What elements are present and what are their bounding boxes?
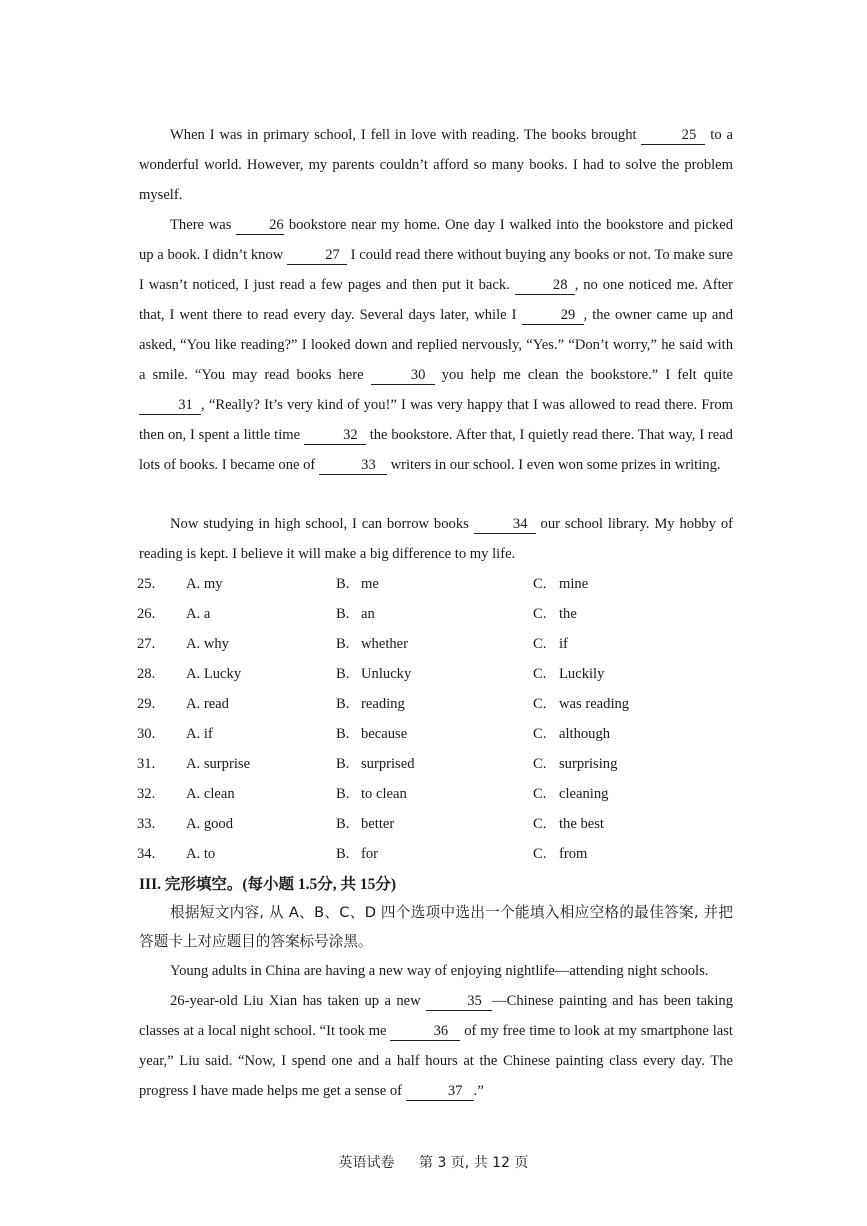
- footer-page-number: 第 3 页, 共 12 页: [419, 1155, 529, 1171]
- blank-29: 29: [522, 306, 584, 325]
- blank-28: 28: [515, 276, 575, 295]
- blank-25: 25: [641, 126, 705, 145]
- page-footer: [0, 1152, 867, 1172]
- option-row-26: 26. A. a B. an C. the: [137, 606, 577, 622]
- section-instruction: 根据短文内容, 从 A、B、C、D 四个选项中选出一个能填入相应空格的最佳答案, 并把答题卡上对应题目的答案标号涂黑。: [139, 904, 733, 950]
- blank-35: 35: [426, 992, 492, 1011]
- option-row-31: 31. A. surprise B. surprised C. surprising: [137, 756, 618, 772]
- blank-26: 26: [236, 216, 284, 235]
- footer-subject: 英语试卷: [338, 1155, 395, 1171]
- blank-33: 33: [319, 456, 387, 475]
- blank-30: 30: [371, 366, 435, 385]
- option-row-32: 32. A. clean B. to clean C. cleaning: [137, 786, 609, 802]
- section-title: III. 完形填空。(每小题 1.5分, 共 15分): [139, 876, 397, 893]
- option-row-25: 25. A. my B. me C. mine: [137, 576, 589, 592]
- option-row-30: 30. A. if B. because C. although: [137, 726, 611, 742]
- option-row-28: 28. A. Lucky B. Unlucky C. Luckily: [137, 666, 605, 682]
- passage2-paragraph-1: Young adults in China are having a new way of enjoying nightlife—attending night schools.: [170, 963, 709, 979]
- blank-34: 34: [474, 515, 536, 534]
- option-row-29: 29. A. read B. reading C. was reading: [137, 696, 630, 712]
- option-row-27: 27. A. why B. whether C. if: [137, 636, 568, 652]
- blank-36: 36: [390, 1022, 460, 1041]
- option-row-33: 33. A. good B. better C. the best: [137, 816, 604, 832]
- option-row-34: 34. A. to B. for C. from: [137, 846, 588, 862]
- blank-32: 32: [304, 426, 366, 445]
- blank-27: 27: [287, 246, 347, 265]
- passage-paragraph-2: There was 26 bookstore near my home. One day I walked into the bookstore and picked up a book. I didn’t know 27 I could read there without buying any books or not. To make sure I wasn’t noticed, I just read a few pages and then put it back. 28 , no one noticed me. After that, I went there to read every day. Several days later, while I 29 , the owner came up and asked, “You like reading?” I looked down and replied nervously, “Yes.” “Don’t worry,” he said with a smile. “You may read books here 30 you help me clean the bookstore.” I felt quite 31 , “Really? It’s very kind of you!” I was very happy that I was allowed to read there. From then on, I spent a little time 32 the bookstore. After that, I quietly read there. That way, I read lots of books. I became one of 33 writers in our school. I even won some prizes in writing.: [139, 217, 733, 473]
- blank-31: 31: [139, 396, 201, 415]
- passage-paragraph-3: Now studying in high school, I can borrow books 34 our school library. My hobby of reading is kept. I believe it will make a big difference to my life.: [139, 516, 733, 562]
- passage2-paragraph-2: 26-year-old Liu Xian has taken up a new 35 —Chinese painting and has been taking classes at a local night school. “It took me 36 of my free time to look at my smartphone last year,” Liu said. “Now, I spend one and a half hours at the Chinese painting class every day. The progress I have made helps me get a sense of 37 .”: [139, 993, 734, 1099]
- passage-paragraph-1: When I was in primary school, I fell in love with reading. The books brought 25 to a wonderful world. However, my parents couldn’t afford so many books. I had to solve the problem myself.: [139, 127, 733, 203]
- blank-37: 37: [406, 1082, 474, 1101]
